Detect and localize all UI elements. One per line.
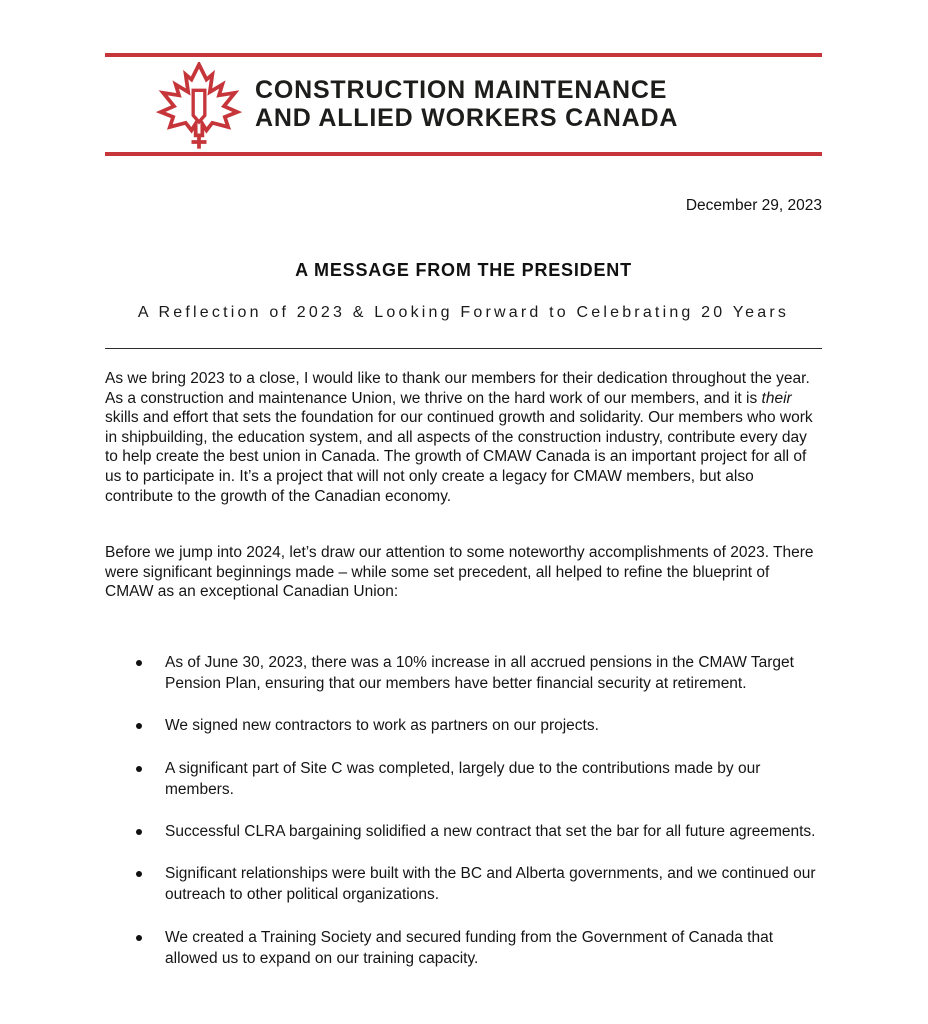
paragraph-1-text-after: skills and effort that sets the foundation for our continued growth and solidarity. Our members who work in shipbuilding, the education system, and all aspects of the construction industry, contribute every day to help create the best union in Canada. The growth of CMAW Canada is an important project for all of us to participate in. It’s a project that will not only create a legacy for CMAW members, but also contribute to the growth of the Canadian economy. — [105, 409, 813, 505]
list-item — [105, 821, 822, 842]
list-item — [105, 927, 822, 969]
bullet-icon — [136, 723, 142, 729]
list-item-text: A significant part of Site C was completed, largely due to the contributions made by our members. — [165, 759, 761, 798]
list-item-text: As of June 30, 2023, there was a 10% increase in all accrued pensions in the CMAW Target Pension Plan, ensuring that our members have better financial security at retirement. — [165, 654, 794, 693]
paragraph-2: Before we jump into 2024, let’s draw our attention to some noteworthy accomplishments of 2023. There were significant beginnings made – while some set precedent, all helped to refine the blueprint of CMAW as an exceptional Canadian Union: — [105, 544, 814, 601]
letterhead-banner — [105, 53, 822, 156]
accomplishments-list — [105, 652, 822, 990]
list-item — [105, 758, 822, 800]
bullet-icon — [136, 935, 142, 941]
list-item-text: Successful CLRA bargaining solidified a new contract that set the bar for all future agreements. — [165, 823, 816, 841]
paragraph-1 — [105, 369, 822, 506]
bullet-icon — [136, 766, 142, 772]
list-item-text: We created a Training Society and secured funding from the Government of Canada that allowed us to expand on our training capacity. — [165, 928, 774, 967]
bullet-icon — [136, 871, 142, 877]
list-item-text: We signed new contractors to work as partners on our projects. — [165, 717, 599, 735]
list-item — [105, 652, 822, 694]
list-item — [105, 863, 822, 905]
letter-date: December 29, 2023 — [685, 197, 822, 214]
bullet-icon — [136, 829, 142, 835]
letter-title: A MESSAGE FROM THE PRESIDENT — [295, 260, 632, 280]
org-name-line1: CONSTRUCTION MAINTENANCE — [255, 76, 668, 104]
paragraph-1-text: As we bring 2023 to a close, I would like to thank our members for their dedication throughout the year. As a construction and maintenance Union, we thrive on the hard work of our members, and it is — [105, 370, 810, 407]
bullet-icon — [136, 660, 142, 666]
org-name-line2: AND ALLIED WORKERS CANADA — [255, 103, 679, 132]
letter-subtitle: A Reflection of 2023 & Looking Forward to Celebrating 20 Years — [137, 304, 790, 321]
list-item-text: Significant relationships were built with the BC and Alberta governments, and we continued our outreach to other political organizations. — [165, 865, 816, 904]
list-item — [105, 715, 822, 736]
maple-leaf-icon — [153, 62, 245, 152]
paragraph-1-italic: their — [761, 389, 792, 407]
divider-rule — [105, 348, 822, 349]
org-wordmark — [255, 77, 678, 132]
